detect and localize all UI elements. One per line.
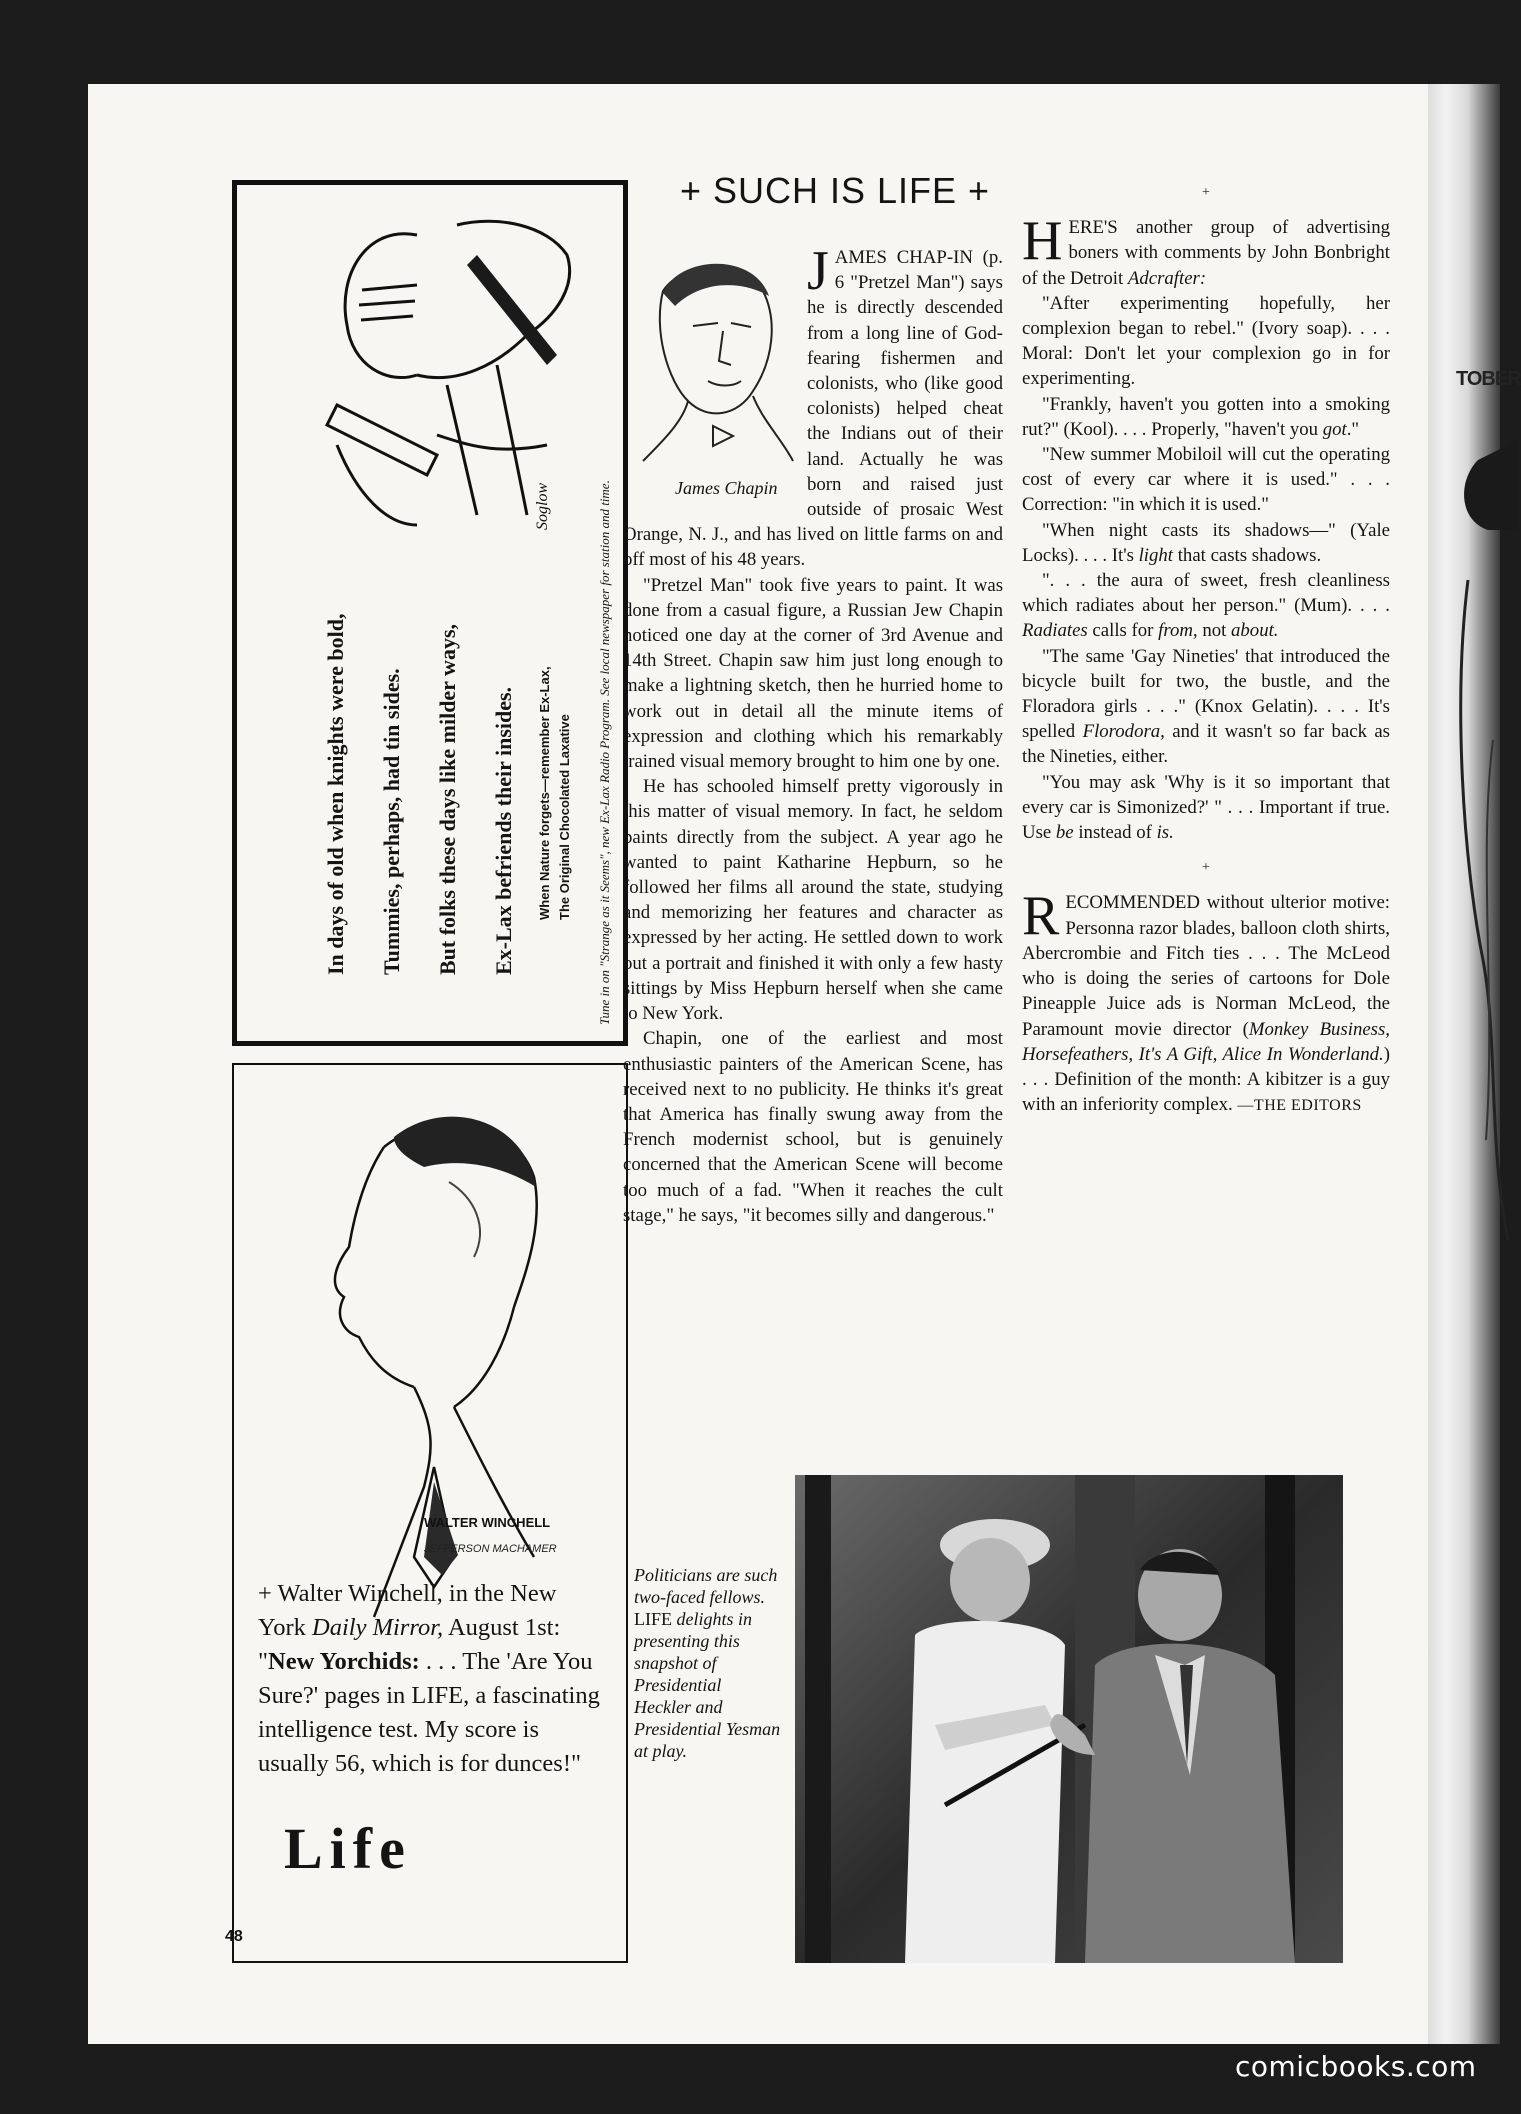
ad-poem-line-2: Tummies, perhaps, had tin sides. [379, 668, 404, 975]
chapin-caption: James Chapin [675, 478, 778, 498]
life-logo: Life [284, 1816, 412, 1881]
section-dingbat-2: + [1202, 860, 1210, 876]
page-title: + SUCH IS LIFE + [679, 170, 991, 211]
winchell-quote-box [232, 1063, 628, 1963]
page-number: 48 [225, 1928, 243, 1945]
facing-page-edge-text: TOBER [1456, 368, 1521, 390]
article-paragraph-1: JAMES CHAP-IN (p. 6 "Pretzel Man") says he is directly descended from a long line of God-fearing fishermen and colonists, who (like good colonists) helped cheat the Indians out of their land. Actually he was born and raised just outside of prosaic West Orange, N. J., and has lived on little farms on and off most of his 48 years. [623, 240, 1003, 571]
facing-page-cartoon [1448, 440, 1518, 1640]
boner-item-4: "When night casts its shadows—" (Yale Locks). . . . It's light that casts shadows. [1022, 519, 1390, 566]
boner-item-3: "New summer Mobiloil will cut the operating cost of every car where it is used." . . . Correction: "in which it is used." [1022, 444, 1390, 516]
dropcap-h: H [1022, 210, 1063, 273]
editors-signature: —THE EDITORS [1237, 1097, 1362, 1115]
ad-radio-note: Tune in on "Strange as it Seems", new Ex-Lax Radio Program. See local newspaper for station and time. [597, 480, 612, 1025]
winchell-publication: Daily Mirror, [312, 1614, 444, 1641]
article-paragraph-2: "Pretzel Man" took five years to paint. It was done from a casual figure, a Russian Jew Chapin noticed one day at the corner of 3rd Avenue and 14th Street. Chapin saw him just long enough to make a lightning sketch, then he hurried home to work out in detail all the minute items of expression and clothing which his remarkably trained visual memory brought to him one by one. [623, 574, 1003, 773]
knight-cartoon [297, 195, 597, 545]
article-paragraph-3: He has schooled himself pretty vigorously in this matter of visual memory. In fact, he seldom paints directly from the subject. A year ago he wanted to paint Katharine Hepburn, so he followed her films all around the state, studying and memorizing her features and character as expressed by her acting. He settled down to work out a portrait and finished it with only a few hasty sittings by Miss Hepburn herself when she came to New York. [623, 776, 1003, 1025]
exlax-advertisement [232, 180, 628, 1046]
ad-poem-line-4: Ex-Lax befriends their insides. [491, 686, 516, 975]
chapin-portrait-sketch [623, 251, 795, 466]
chapin-portrait-figure [623, 251, 795, 499]
politicians-photo [795, 1475, 1343, 1963]
portrait-artist-signature: JEFFERSON MACHAMER [424, 1543, 557, 1555]
ad-tagline: When Nature forgets—remember Ex-Lax, [537, 666, 552, 920]
ad-artist-signature: Soglow [534, 482, 551, 530]
boner-item-7: "You may ask 'Why is it so important that every car is Simonized?' " . . . Important if true. Use be instead of is. [1022, 771, 1390, 844]
ad-poem-line-1: In days of old when knights were bold, [323, 613, 348, 975]
winchell-portrait-sketch [274, 1087, 574, 1617]
dropcap-j: J [807, 240, 829, 302]
ad-poem-line-3: But folks these days like milder ways, [435, 623, 460, 975]
boner-item-2: "Frankly, haven't you gotten into a smoking rut?" (Kool). . . . Properly, "haven't you got." [1022, 393, 1390, 440]
dropcap-r: R [1022, 885, 1060, 948]
photo-caption: Politicians are such two-faced fellows. LIFE delights in presenting this snapshot of Presidential Heckler and Presidential Yesman at play. [634, 1565, 781, 1761]
boner-item-1: "After experimenting hopefully, her complexion began to rebel." (Ivory soap). . . . Moral: Don't let your complexion go in for experimenting. [1022, 292, 1390, 390]
winchell-bold-label: New Yorchids: [268, 1648, 420, 1675]
section-dingbat: + [1202, 185, 1210, 200]
boner-item-5: ". . . the aura of sweet, fresh cleanliness which radiates about her person." (Mum). . . . Radiates calls for from, not about. [1022, 570, 1390, 642]
article-paragraph-4: Chapin, one of the earliest and most enthusiastic painters of the American Scene, has received next to no publicity. He thinks it's great that America has finally swung away from the French modernist school, but is genuinely concerned that the American Scene will become too much of a fad. "When it reaches the cult stage," he says, "it becomes silly and dangerous." [623, 1028, 1003, 1226]
source-watermark: comicbooks.com [1235, 2050, 1477, 2083]
portrait-signature: WALTER WINCHELL [424, 1515, 551, 1530]
boners-intro: HERE'S another group of advertising boners with comments by John Bonbright of the Detroit Adcrafter: [1022, 210, 1390, 289]
article-column-right [1022, 170, 1390, 1118]
ad-tagline-product: The Original Chocolated Laxative [557, 714, 572, 920]
winchell-quote: + Walter Winchell, in the New York Daily Mirror, August 1st: "New Yorchids: . . . The 'Are You Sure?' pages in LIFE, a fascinating intelligence test. My score is usually 56, which is for dunces!" [258, 1580, 600, 1777]
boner-item-6: "The same 'Gay Nineties' that introduced the bicycle built for two, the bustle, and the Floradora girls . . ." (Knox Gelatin). . . . It's spelled Florodora, and it wasn't so far back as the Nineties, either. [1022, 645, 1390, 768]
article-column-middle [623, 240, 1003, 1228]
recommended-paragraph: RECOMMENDED without ulterior motive: Personna razor blades, balloon cloth shirts, Abercrombie and Fitch ties . . . The McLeod who is doing the series of cartoons for Dole Pineapple Juice ads is Norman McLeod, the Paramount movie director (Monkey Business, Horsefeathers, It's A Gift, Alice In Wonderland.) . . . Definition of the month: A kibitzer is a guy with an inferiority complex. —THE EDITORS [1022, 885, 1390, 1116]
